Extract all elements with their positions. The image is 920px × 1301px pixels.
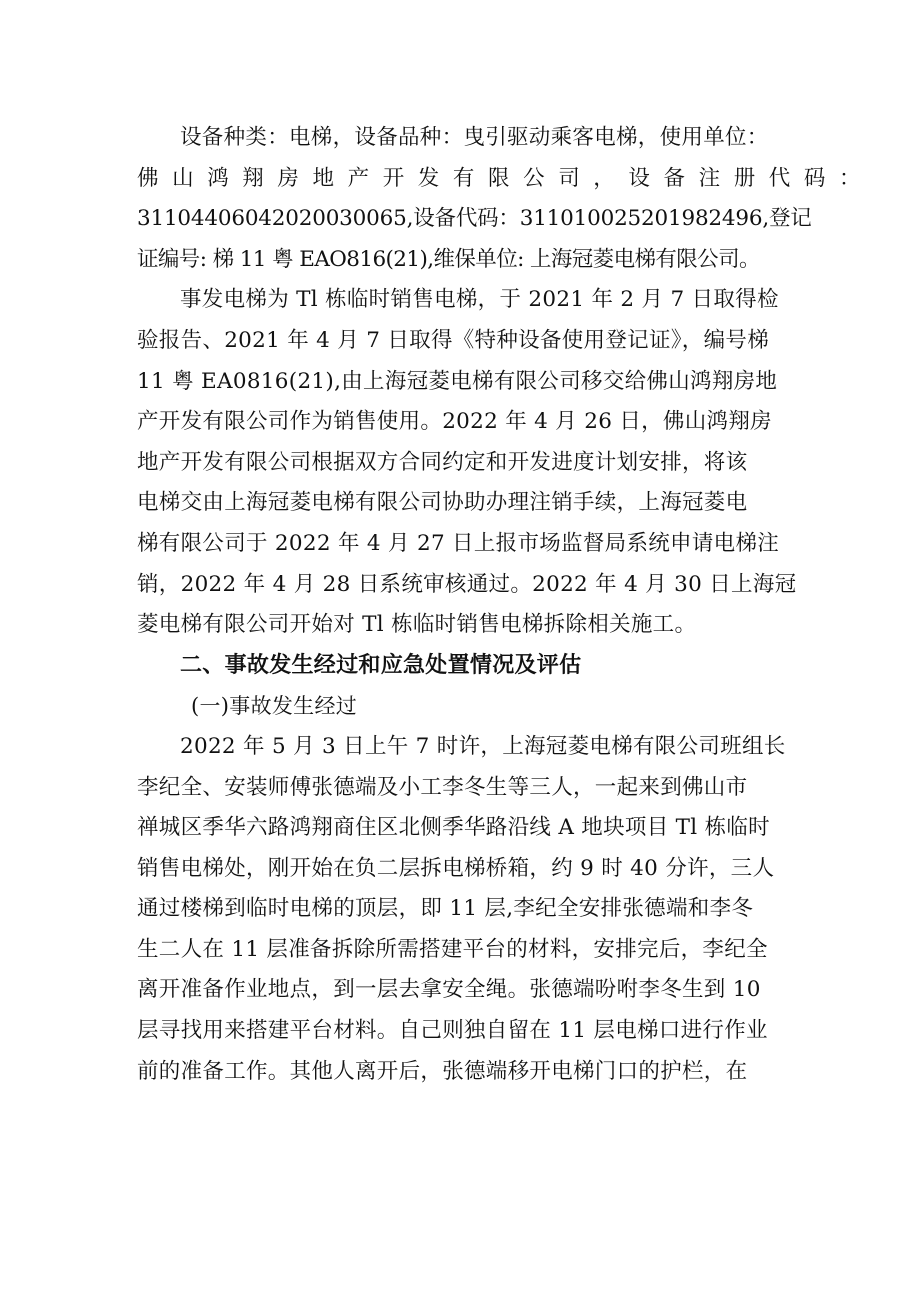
paragraph-accident-process xyxy=(137,727,787,1092)
text-line: 11 粤 EA0816(21),由上海冠菱电梯有限公司移交给佛山鸿翔房地 xyxy=(137,368,778,394)
paragraph-elevator-history xyxy=(137,280,797,645)
text-line: 梯有限公司于 2022 年 4 月 27 日上报市场监督局系统申请电梯注 xyxy=(137,530,780,556)
text-line: 生二人在 11 层准备拆除所需搭建平台的材料，安排完后，李纪全 xyxy=(137,936,768,962)
text-line: 电梯交由上海冠菱电梯有限公司协助办理注销手续，上海冠菱电 xyxy=(137,490,748,516)
text-line: 佛山鸿翔房地产开发有限公司，设备注册代码： xyxy=(137,165,875,191)
section-heading: 二、事故发生经过和应急处置情况及评估 xyxy=(180,652,582,678)
text-line: 销售电梯处，刚开始在负二层拆电梯桥箱，约 9 时 40 分许，三人 xyxy=(137,855,775,881)
text-line: 李纪全、安装师傅张德端及小工李冬生等三人，一起来到佛山市 xyxy=(137,774,748,800)
paragraph-equipment-info xyxy=(137,118,875,280)
text-line: 验报告、2021 年 4 月 7 日取得《特种设备使用登记证》，编号梯 xyxy=(137,327,769,353)
text-line: 产开发有限公司作为销售使用。2022 年 4 月 26 日，佛山鸿翔房 xyxy=(137,409,772,435)
text-line: 31104406042020030065,设备代码：311010025201982496,登记 xyxy=(137,206,812,232)
text-line: 设备种类：电梯，设备品种：曳引驱动乘客电梯，使用单位： xyxy=(180,125,769,150)
text-line: 前的准备工作。其他人离开后，张德端移开电梯门口的护栏，在 xyxy=(137,1058,748,1084)
text-line: 证编号: 梯 11 粤 EAO816(21),维保单位: 上海冠菱电梯有限公司。 xyxy=(137,246,760,272)
text-line: 层寻找用来搭建平台材料。自己则独自留在 11 层电梯口进行作业 xyxy=(137,1018,768,1044)
text-line: 禅城区季华六路鸿翔商住区北侧季华路沿线 A 地块项目 Tl 栋临时 xyxy=(137,815,770,841)
text-line: 菱电梯有限公司开始对 Tl 栋临时销售电梯拆除相关施工。 xyxy=(137,612,697,638)
text-line: 离开准备作业地点，到一层去拿安全绳。张德端吩咐李冬生到 10 xyxy=(137,977,761,1003)
subsection-heading: (一)事故发生经过 xyxy=(191,694,358,719)
text-line: 销，2022 年 4 月 28 日系统审核通过。2022 年 4 月 30 日上海冠 xyxy=(137,571,797,597)
text-line: 地产开发有限公司根据双方合同约定和开发进度计划安排，将该 xyxy=(137,449,748,475)
text-line: 2022 年 5 月 3 日上午 7 时许，上海冠菱电梯有限公司班组长 xyxy=(180,733,786,759)
document-body xyxy=(137,118,875,1092)
text-line: 通过楼梯到临时电梯的顶层，即 11 层,李纪全安排张德端和李冬 xyxy=(137,896,754,922)
text-line: 事发电梯为 Tl 栋临时销售电梯，于 2021 年 2 月 7 日取得检 xyxy=(180,287,779,313)
